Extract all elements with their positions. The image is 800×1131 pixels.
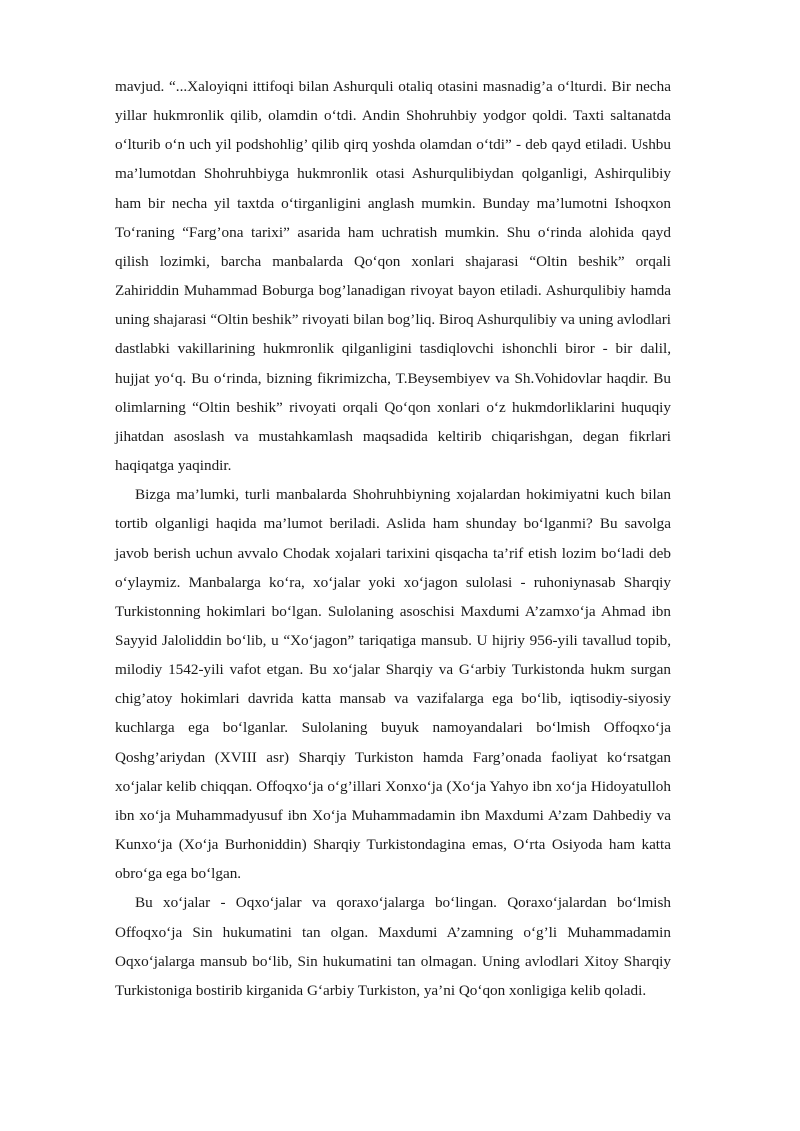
paragraph-1: mavjud. “...Xaloyiqni ittifoqi bilan Ashurquli otaliq otasini masnadig’a o‘lturdi. Bir necha yillar hukmronlik qilib, olamdin o‘tdi. Andin Shohruhbiy yodgor qoldi. Taxti saltanatda o‘lturib o‘n uch yil podshohlig’ qilib qirq yoshda olamdan o‘tdi” - deb qayd etiladi. Ushbu ma’lumotdan Shohruhbiyga hukmronlik otasi Ashurqulibiydan qolganligi, Ashirqulibiy ham bir necha yil taxtda o‘tirganligini anglash mumkin. Bunday ma’lumotni Ishoqxon To‘raning “Farg’ona tarixi” asarida ham uchratish mumkin. Shu o‘rinda alohida qayd qilish lozimki, barcha manbalarda Qo‘qon xonlari shajarasi “Oltin beshik” orqali Zahiriddin Muhammad Boburga bog’lanadigan rivoyat bayon etiladi. Ashurqulibiy hamda uning shajarasi “Oltin beshik” rivoyati bilan bog’liq. Biroq Ashurqulibiy va uning avlodlari dastlabki vakillarining hukmronlik qilganligini tasdiqlovchi ishonchli biror - bir dalil, hujjat yo‘q. Bu o‘rinda, bizning fikrimizcha, T.Beysembiyev va Sh.Vohidovlar haqdir. Bu olimlarning “Oltin beshik” rivoyati orqali Qo‘qon xonlari o‘z hukmdorliklarini huquqiy jihatdan asoslash va mustahkamlash maqsadida keltirib chiqarishgan, degan fikrlari haqiqatga yaqindir. bbox=[115, 78, 671, 475]
paragraph-2: Bizga ma’lumki, turli manbalarda Shohruhbiyning xojalardan hokimiyatni kuch bilan tortib olganligi haqida ma’lumot beriladi. Aslida ham shunday bo‘lganmi? Bu savolga javob berish uchun avvalo Chodak xojalari tarixini qisqacha ta’rif etish lozim bo‘ladi deb o‘ylaymiz. Manbalarga ko‘ra, xo‘jalar yoki xo‘jagon sulolasi - ruhoniynasab Sharqiy Turkistonning hokimlari bo‘lgan. Sulolaning asoschisi Maxdumi A’zamxo‘ja Ahmad ibn Sayyid Jaloliddin bo‘lib, u “Xo‘jagon” tariqatiga mansub. U hijriy 956-yili tavallud topib, milodiy 1542-yili vafot etgan. Bu xo‘jalar Sharqiy va G‘arbiy Turkistonda hukm surgan chig’atoy hokimlari davrida katta mansab va vazifalarga ega bo‘lib, iqtisodiy-siyosiy kuchlarga ega bo‘lganlar. Sulolaning buyuk namoyandalari bo‘lmish Offoqxo‘ja Qoshg’ariydan (XVIII asr) Sharqiy Turkiston hamda Farg’onada faoliyat ko‘rsatgan xo‘jalar kelib chiqqan. Offoqxo‘ja o‘g’illari Xonxo‘ja (Xo‘ja Yahyo ibn xo‘ja Hidoyatulloh ibn xo‘ja Muhammadyusuf ibn Xo‘ja Muhammadamin ibn Maxdumi A’zam Dahbediy va Kunxo‘ja (Xo‘ja Burhoniddin) Sharqiy Turkistondagina emas, O‘rta Osiyoda ham katta obro‘ga ega bo‘lgan. bbox=[115, 486, 671, 883]
paragraph-3: Bu xo‘jalar - Oqxo‘jalar va qoraxo‘jalarga bo‘lingan. Qoraxo‘jalardan bo‘lmish Offoqxo‘ja Sin hukumatini tan olgan. Maxdumi A’zamning o‘g’li Muhammadamin Oqxo‘jalarga mansub bo‘lib, Sin hukumatini tan olmagan. Uning avlodlari Xitoy Sharqiy Turkistoniga bostirib kirganida G‘arbiy Turkiston, ya’ni Qo‘qon xonligiga kelib qoladi. bbox=[115, 894, 671, 999]
document-page bbox=[115, 72, 671, 1005]
